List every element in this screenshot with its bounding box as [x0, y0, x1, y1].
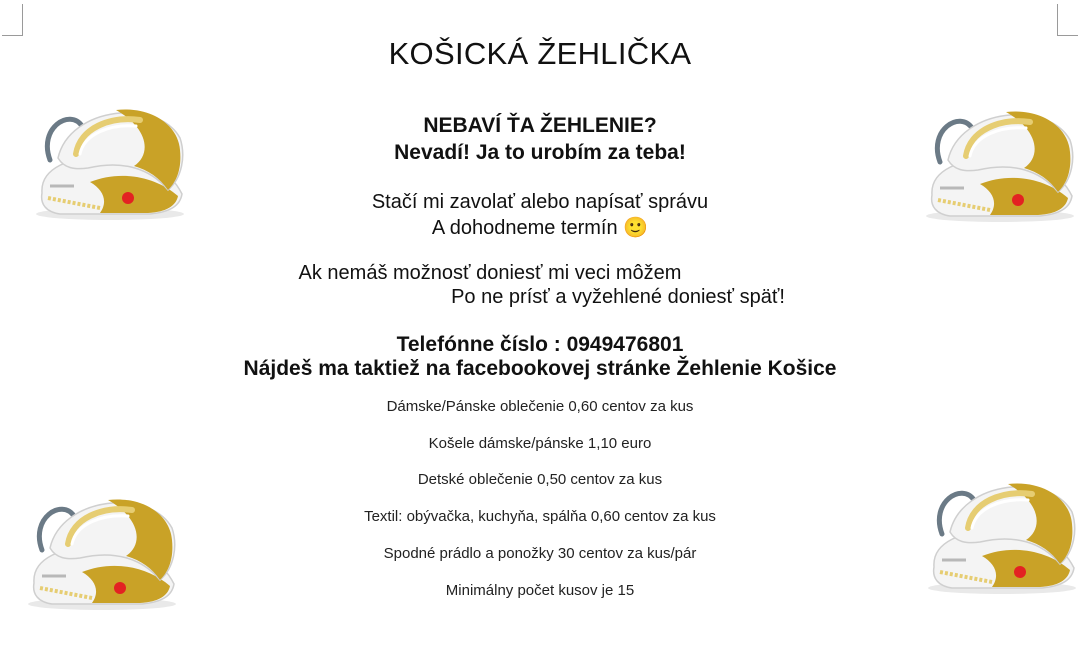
steam-iron-icon	[922, 472, 1080, 597]
phone-number: Telefónne číslo : 0949476801	[396, 333, 684, 356]
delivery-offer-line1: Ak nemáš možnosť doniesť mi veci môžem	[298, 262, 682, 284]
page-corner-mark-right	[1057, 4, 1078, 36]
price-item: Spodné prádlo a ponožky 30 centov za kus/pár	[383, 545, 697, 562]
page-corner-mark-left	[2, 4, 23, 36]
price-item: Košele dámske/pánske 1,10 euro	[428, 435, 652, 452]
price-item: Dámske/Pánske oblečenie 0,60 centov za kus	[386, 398, 694, 415]
price-item: Detské oblečenie 0,50 centov za kus	[417, 471, 663, 488]
headline-answer: Nevadí! Ja to urobím za teba!	[394, 141, 686, 164]
facebook-page-note: Nájdeš ma taktiež na facebookovej stránke Žehlenie Košice	[243, 357, 837, 380]
delivery-offer-line2: Po ne prísť a vyžehlené doniesť späť!	[451, 286, 785, 308]
contact-instruction: Stačí mi zavolať alebo napísať správu	[371, 191, 709, 213]
minimum-order-note: Minimálny počet kusov je 15	[445, 582, 635, 599]
price-item: Textil: obývačka, kuchyňa, spálňa 0,60 centov za kus	[364, 508, 716, 525]
headline-question: NEBAVÍ ŤA ŽEHLENIE?	[423, 114, 657, 137]
appointment-note: A dohodneme termín 🙂	[431, 217, 649, 239]
page-title: KOŠICKÁ ŽEHLIČKA	[388, 36, 692, 71]
